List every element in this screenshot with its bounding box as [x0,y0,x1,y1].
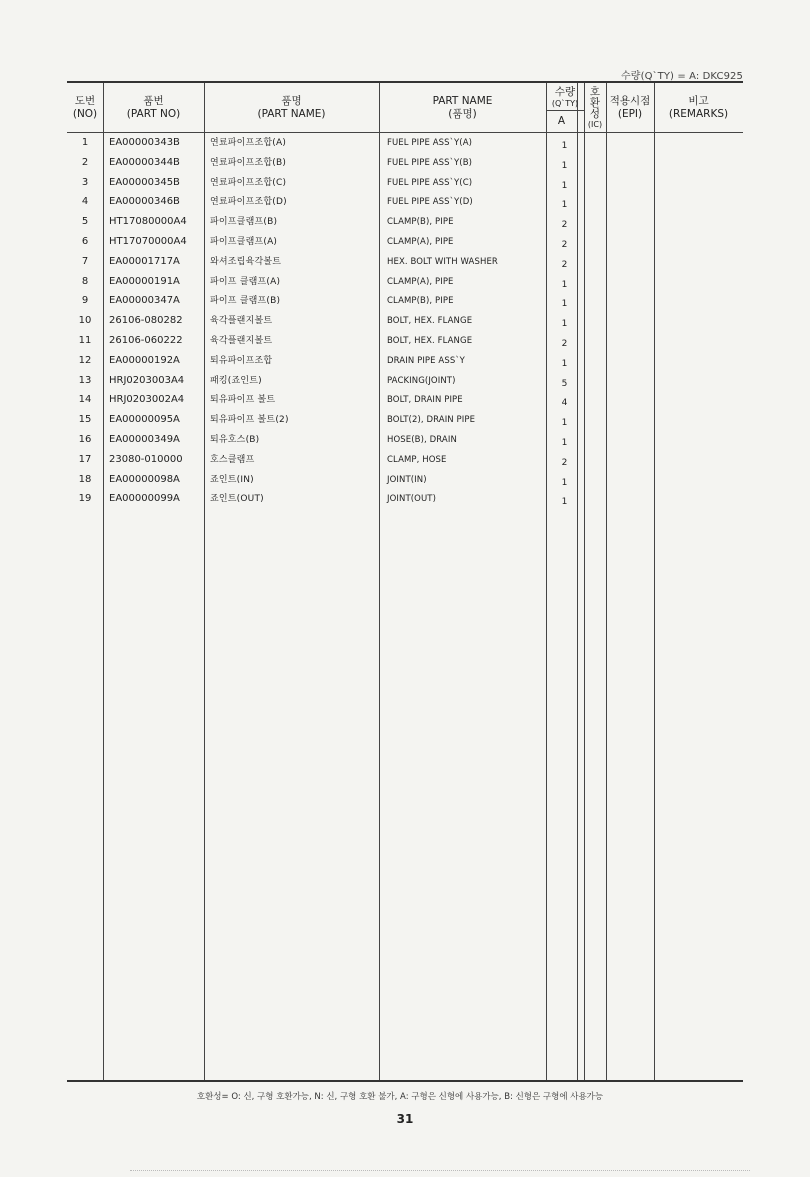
cell-part-name-en: CLAMP(A), PIPE [387,276,454,287]
cell-part-no: HRJ0203003A4 [109,374,185,386]
cell-part-name-en: HEX. BOLT WITH WASHER [387,256,498,267]
table-row [67,470,743,490]
table-row [67,331,743,351]
cell-no: 17 [78,453,92,465]
cell-part-name-en: CLAMP(B), PIPE [387,217,454,228]
cell-part-no: 26106-080282 [109,315,183,327]
cell-part-no: EA00000343B [109,137,180,148]
cell-qty: 1 [561,418,568,429]
cell-part-name-kr: 죠인트(OUT) [210,494,264,505]
cell-part-name-en: HOSE(B), DRAIN [387,435,457,445]
header-qty-a [546,110,577,132]
cell-part-name-kr: 육각플랜지볼트 [210,336,273,346]
cell-part-name-kr: 연료파이프조합(B) [210,157,287,168]
cell-part-no: EA00000192A [109,354,180,366]
header-name-kr: 품명 [281,94,302,107]
cell-part-name-kr: 호스클램프 [210,454,255,465]
cell-qty: 2 [561,259,568,270]
compatibility-footnote: 호환성= O: 신, 구형 호환가능, N: 신, 구형 호환 불가, A: 구형은 신형에 사용가능, B: 신형은 구형에 사용가능 [196,1092,604,1102]
table-row [67,489,743,509]
cell-part-no: HRJ0203002A4 [109,394,185,406]
cell-part-name-kr: 연료파이프조합(A) [210,138,287,148]
cell-part-no: EA00000346B [109,196,180,208]
cell-part-no: EA00000099A [109,493,180,505]
cell-part-no: HT17080000A4 [109,216,187,228]
header-epi-kr: 적용시점 [609,94,651,107]
header-no-en: (NO) [72,107,98,120]
qty-model-note: 수량(Q`TY) = A: DKC925 [621,71,743,82]
cell-part-no: EA00000345B [109,176,180,188]
cell-part-no: EA00000095A [109,414,180,426]
cell-no: 1 [81,137,89,148]
cell-part-no: EA00000098A [109,473,180,485]
header-name-en-kr: (품명) [448,107,477,120]
cell-qty: 4 [561,398,568,409]
cell-no: 16 [78,434,92,445]
cell-no: 9 [81,295,89,307]
cell-part-no: EA00000347A [109,295,180,307]
header-remarks-kr: 비고 [688,94,709,107]
cell-part-name-kr: 파이프클램프(B) [210,217,278,228]
cell-qty: 2 [561,457,568,468]
cell-part-name-en: JOINT(OUT) [387,494,436,505]
header-ic-kr-1: 호 [589,85,601,98]
table-row [67,450,743,470]
header-ic [584,83,606,132]
cell-part-no: 26106-060222 [109,335,183,346]
header-qty-kr: 수량 [554,85,576,98]
header-remarks [654,83,743,132]
cell-no: 13 [78,374,92,386]
table-row [67,410,743,430]
header-epi [606,83,654,132]
cell-part-no: EA00000349A [109,434,180,445]
cell-part-no: EA00000191A [109,275,180,287]
cell-part-name-kr: 파이프 클램프(B) [210,296,281,307]
header-name-kr-en: (PART NAME) [257,107,326,120]
cell-no: 7 [81,255,89,267]
header-epi-en: (EPI) [617,107,643,120]
cell-part-name-en: BOLT(2), DRAIN PIPE [387,415,476,426]
cell-part-name-en: JOINT(IN) [387,474,427,485]
table-row [67,252,743,272]
parts-table [67,81,743,1082]
cell-part-name-kr: 퇴유파이프 볼트 [210,395,276,406]
cell-no: 18 [78,473,92,485]
table-row [67,371,743,391]
cell-part-name-en: BOLT, HEX. FLANGE [387,316,473,327]
page-number: 31 [396,1112,414,1126]
cell-part-name-en: BOLT, HEX. FLANGE [387,336,473,346]
table-row [67,291,743,311]
table-row [67,232,743,252]
cell-qty: 1 [561,319,568,330]
table-row [67,351,743,371]
cell-part-no: 23080-010000 [109,453,183,465]
header-partno-en: (PART NO) [126,107,181,120]
cell-part-name-kr: 연료파이프조합(C) [210,177,287,188]
cell-part-name-kr: 퇴유파이프 볼트(2) [210,415,289,426]
cell-part-name-en: FUEL PIPE ASS`Y(A) [387,138,473,148]
cell-qty: 1 [561,200,568,211]
header-no [67,83,103,132]
cell-part-name-kr: 패킹(죠인트) [210,375,262,386]
cell-part-name-kr: 와셔조립육각볼트 [210,256,282,267]
cell-no: 2 [81,156,89,168]
header-name-en: PART NAME [432,94,493,107]
cell-part-name-en: CLAMP(A), PIPE [387,237,454,247]
cell-part-name-en: BOLT, DRAIN PIPE [387,395,463,406]
table-row [67,173,743,193]
header-partno-kr: 품번 [143,94,164,107]
cell-qty: 2 [561,220,568,231]
header-ic-kr-3: 성 [589,107,601,120]
header-qty-a-label: A [557,114,566,127]
cell-no: 11 [78,335,92,346]
cell-part-name-kr: 파이프클램프(A) [210,237,278,247]
cell-no: 8 [81,275,89,287]
header-qty-en: (Q`TY) [551,98,579,108]
cell-no: 12 [78,354,92,366]
cell-part-name-kr: 연료파이프조합(D) [210,197,287,208]
cell-part-name-kr: 육각플랜지볼트 [210,316,273,327]
cell-part-name-en: FUEL PIPE ASS`Y(D) [387,197,473,208]
cell-part-name-en: DRAIN PIPE ASS`Y [387,355,465,366]
table-row [67,192,743,212]
cell-qty: 1 [561,141,568,151]
cell-no: 19 [78,493,92,505]
cell-qty: 1 [561,299,568,310]
cell-part-name-en: CLAMP, HOSE [387,454,447,465]
cell-qty: 1 [561,438,568,448]
cell-part-name-en: CLAMP(B), PIPE [387,296,454,307]
header-part-no [103,83,204,132]
cell-no: 3 [81,176,89,188]
header-qty [546,83,584,110]
cell-part-no: EA00001717A [109,255,180,267]
cell-part-name-kr: 퇴유호스(B) [210,435,260,445]
cell-part-name-en: PACKING(JOINT) [387,375,456,386]
cell-part-name-kr: 죠인트(IN) [210,474,254,485]
cell-part-name-en: FUEL PIPE ASS`Y(C) [387,177,473,188]
cell-no: 15 [78,414,92,426]
cell-qty: 2 [561,240,568,250]
cell-qty: 5 [561,378,568,389]
header-no-kr: 도번 [74,94,96,107]
table-row [67,430,743,450]
cell-part-no: HT17070000A4 [109,236,187,247]
table-row [67,311,743,331]
bottom-divider [130,1170,750,1172]
cell-qty: 1 [561,180,568,191]
cell-qty: 1 [561,279,568,290]
cell-part-name-kr: 파이프 클램프(A) [210,276,281,287]
cell-qty: 1 [561,497,568,508]
header-part-name-en [379,83,546,132]
table-row [67,212,743,232]
table-row [67,153,743,173]
header-ic-en: (IC) [587,119,603,129]
cell-part-name-kr: 퇴유파이프조합 [210,355,273,366]
cell-qty: 1 [561,160,568,171]
cell-part-name-en: FUEL PIPE ASS`Y(B) [387,157,473,168]
table-row [67,133,743,153]
header-part-name-kr [204,83,379,132]
cell-qty: 2 [561,339,568,349]
cell-qty: 1 [561,358,568,369]
cell-no: 5 [81,216,89,228]
table-row [67,272,743,292]
header-remarks-en: (REMARKS) [668,107,729,120]
header-ic-kr-2: 환 [589,96,601,109]
cell-no: 10 [78,315,92,327]
cell-part-no: EA00000344B [109,156,180,168]
cell-no: 4 [81,196,89,208]
cell-no: 6 [81,236,89,247]
cell-qty: 1 [561,477,568,488]
table-row [67,390,743,410]
cell-no: 14 [78,394,92,406]
